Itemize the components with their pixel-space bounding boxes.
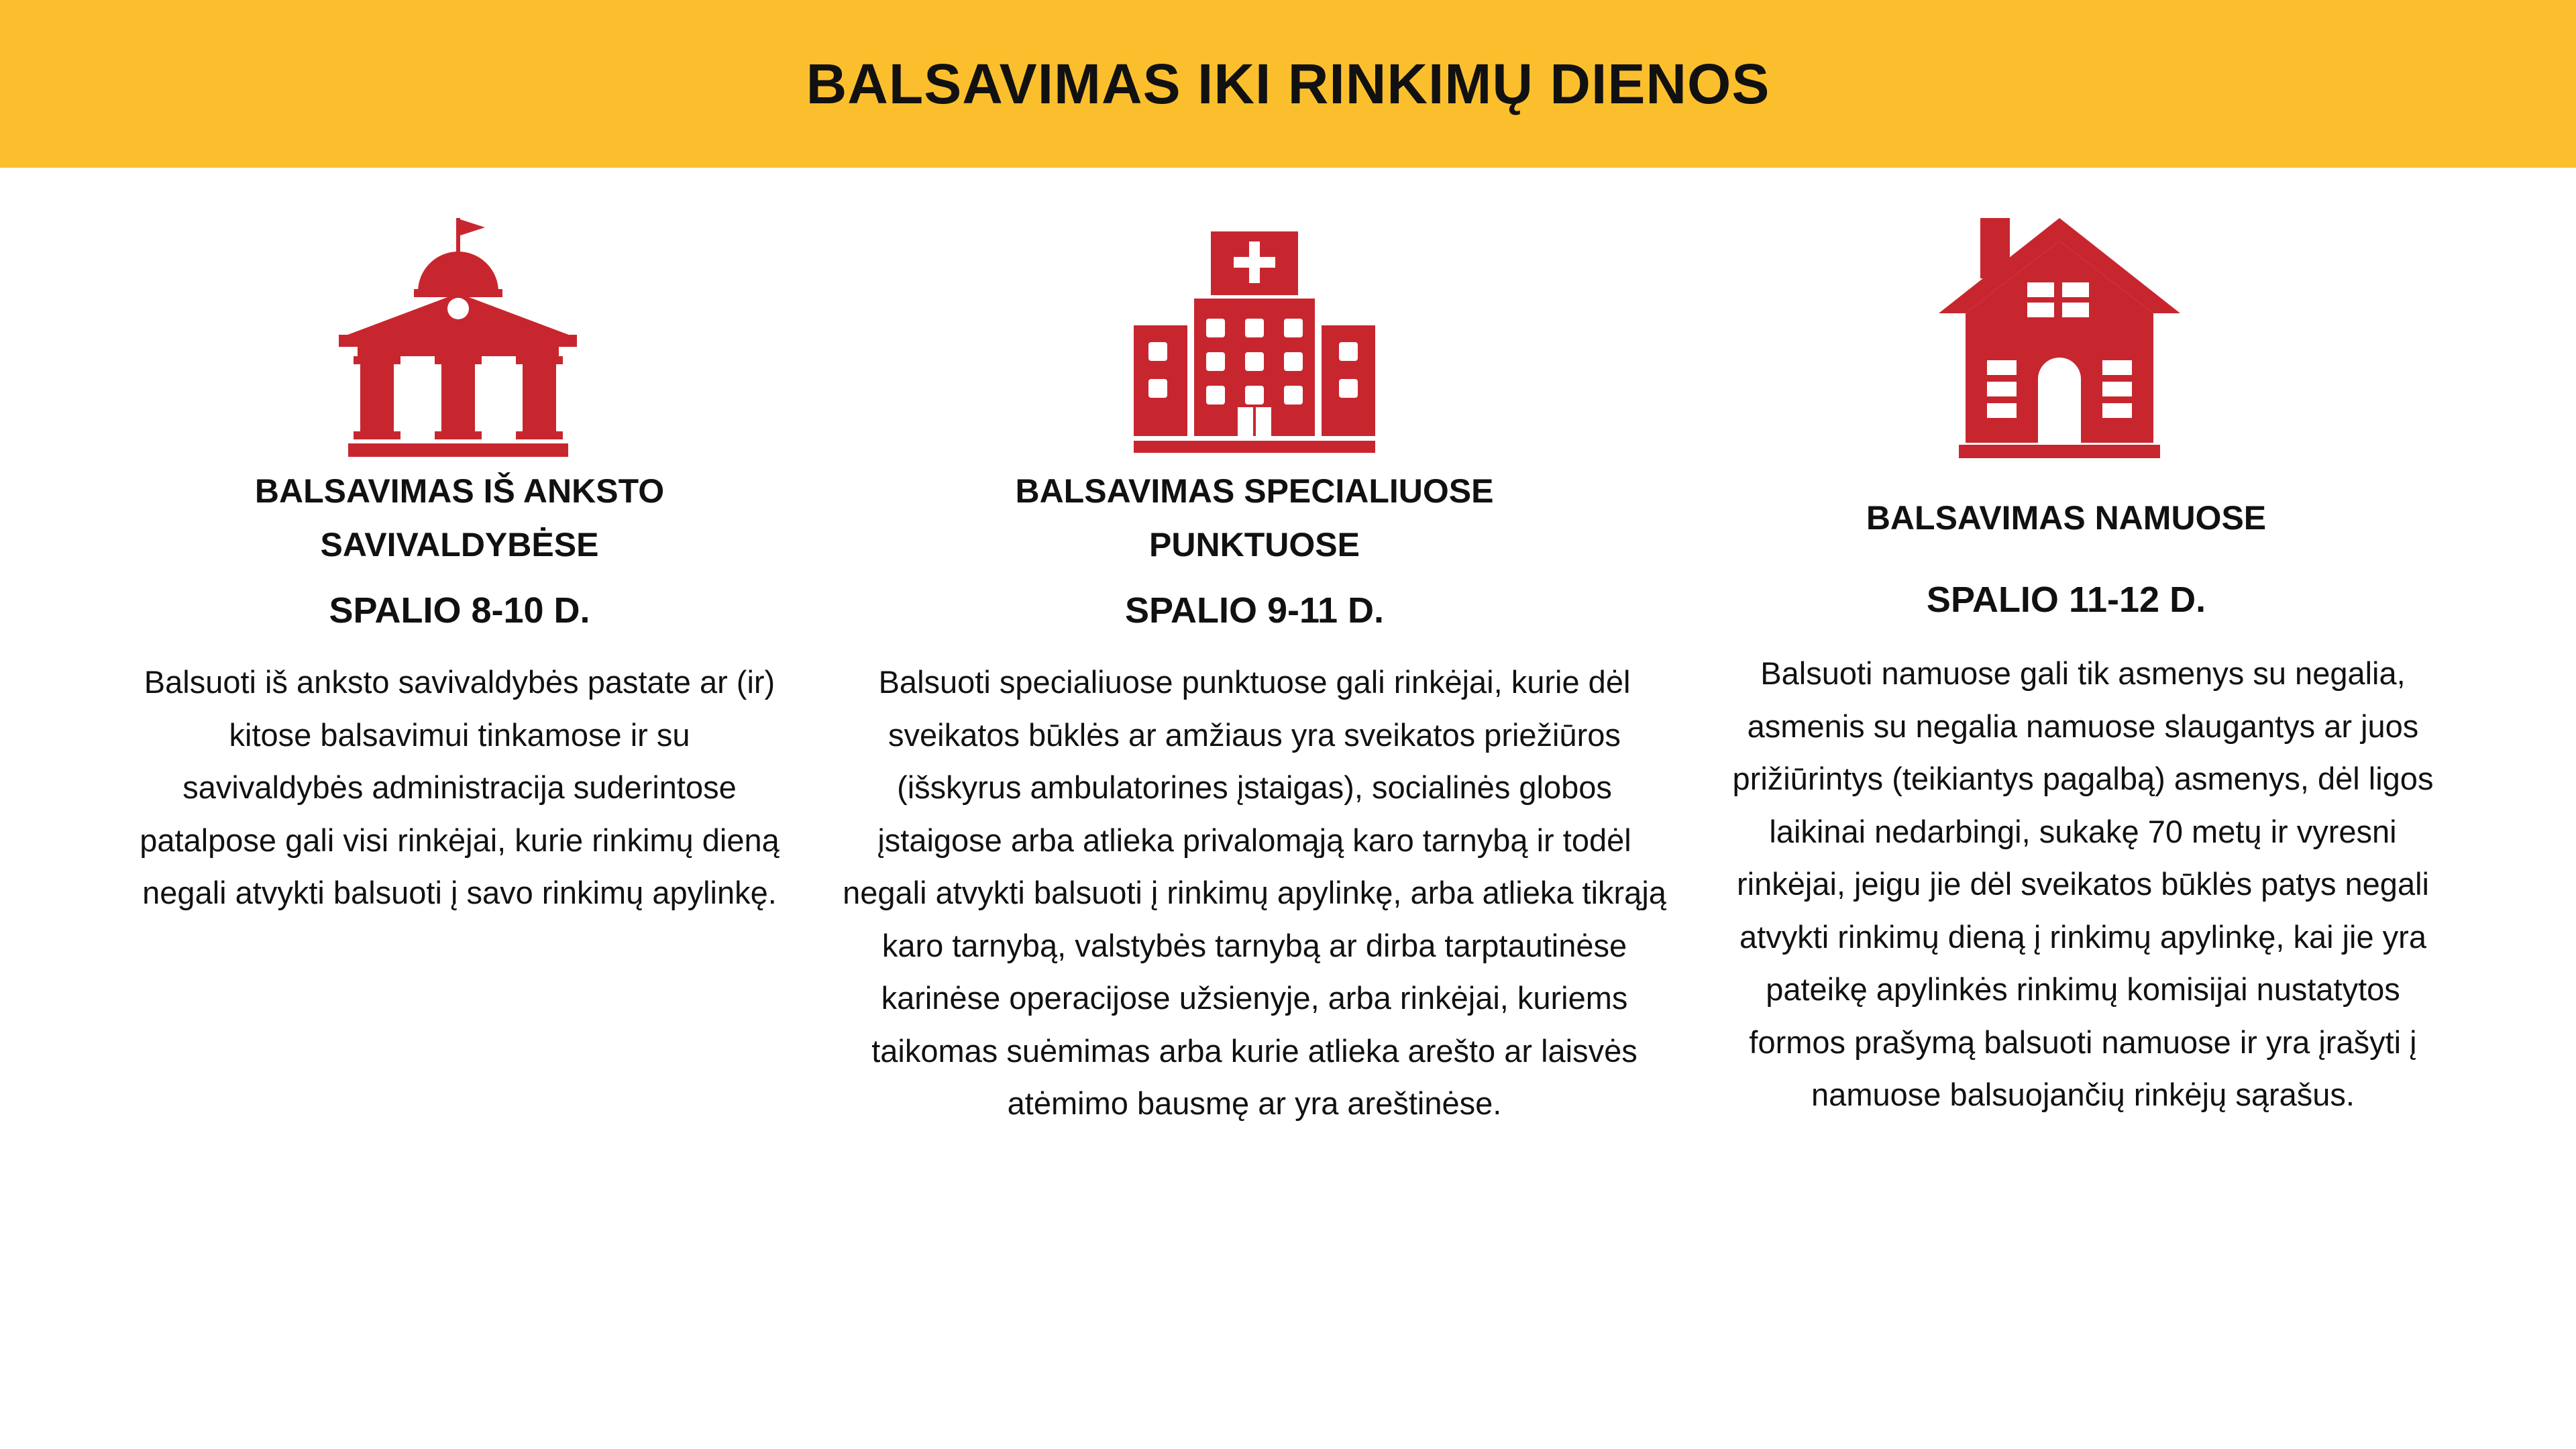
column-title-municipality: [174, 464, 745, 572]
column-date-home: SPALIO 11-12 D.: [1926, 580, 2206, 620]
column-title-line: SAVIVALDYBĖSE: [320, 526, 599, 564]
column-title-home: [1778, 491, 2355, 545]
column-title-line: BALSAVIMAS SPECIALIUOSE: [1015, 472, 1494, 510]
column-title-line: BALSAVIMAS IŠ ANKSTO: [254, 472, 665, 510]
column-body-special-points: Balsuoti specialiuose punktuose gali rinkėjai, kurie dėl sveikatos būklės ar amžiaus yra sveikatos priežiūros (išskyrus ambulatorines įstaigas), socialinės globos įstaigose arba atlieka privalomąją karo tarnybą ir todėl negali atvykti balsuoti į rinkimų apylinkę, arba atlieka tikrąją karo tarnybą, valstybės tarnybą ar dirba tarptautinėse karinėse operacijose užsienyje, arba rinkėjai, kuriems taikomas suėmimas arba kurie atlieka arešto ar laisvės atėmimo bausmę ar yra areštinėse.: [843, 664, 1666, 1121]
municipal-building-icon: [339, 218, 577, 460]
column-date-special-points: SPALIO 9-11 D.: [1124, 590, 1385, 631]
column-title-line: PUNKTUOSE: [1149, 526, 1360, 564]
house-icon: [1939, 218, 2180, 460]
column-title-special-points: [966, 464, 1543, 572]
column-title-line: BALSAVIMAS NAMUOSE: [1866, 499, 2267, 537]
column-body-municipality: Balsuoti iš anksto savivaldybės pastate ar (ir) kitose balsavimui tinkamose ir su savivaldybės administracija suderintose patalpose gali visi rinkėjai, kurie rinkimų dieną negali atvykti balsuoti į savo rinkimų apylinkę.: [140, 664, 780, 910]
page-title: BALSAVIMAS IKI RINKIMŲ DIENOS: [806, 52, 1770, 115]
column-date-municipality: SPALIO 8-10 D.: [329, 590, 590, 631]
header-banner: [0, 0, 2576, 168]
hospital-icon: [1134, 231, 1375, 453]
column-body-home: Balsuoti namuose gali tik asmenys su negalia, asmenis su negalia namuose slaugantys ar juos prižiūrintys (teikiantys pagalbą) asmenys, dėl ligos laikinai nedarbingi, sukakę 70 metų ir vyresni rinkėjai, jeigu jie dėl sveikatos būklės patys negali atvykti rinkimų dieną į rinkimų apylinkę, kai jie yra pateikę apylinkės rinkimų komisijai nustatytos formos prašymą balsuoti namuose ir yra įrašyti į namuose balsuojančių rinkėjų sąrašus.: [1732, 655, 2434, 1112]
